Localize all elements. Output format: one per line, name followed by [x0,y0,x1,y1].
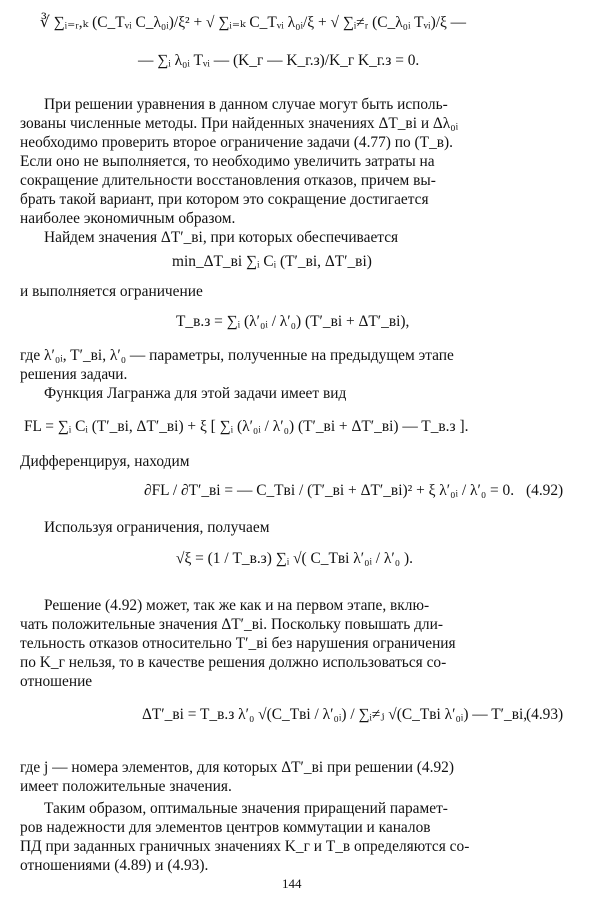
paragraph-line: где j — номера элементов, для которых ΔT′_вi при решении (4.92) [20,759,454,776]
paragraph-line: где λ′₀ᵢ, T′_вi, λ′₀ — параметры, полученные на предыдущем этапе [20,347,454,364]
formula-constraint: T_в.з = ∑ᵢ (λ′₀ᵢ / λ′₀) (T′_вi + ΔT′_вi), [176,313,410,330]
formula-top-line-1: ∛ ∑ᵢ₌ᵣ,ₖ (C_Tᵥᵢ C_λ₀ᵢ)/ξ² + √ ∑ᵢ₌ₖ C_Tᵥᵢ λ₀ᵢ/ξ + √ ∑ᵢ≠ᵣ (C_λ₀ᵢ Tᵥᵢ)/ξ — [40,14,467,31]
paragraph-line: Дифференцируя, находим [20,453,190,470]
paragraph-line: тельность отказов относительно T′_вi без нарушения ограничения [20,635,456,652]
paragraph-line: отношениями (4.89) и (4.93). [20,857,209,874]
paragraph-line: Используя ограничения, получаем [44,519,270,536]
formula-4-93: ΔT′_вi = T_в.з λ′₀ √(C_Tвi / λ′₀ᵢ) / ∑ᵢ≠ⱼ √(C_Tвi λ′₀ᵢ) — T′_вi, [142,706,528,723]
formula-lagrange: FL = ∑ᵢ Cᵢ (T′_вi, ΔT′_вi) + ξ [ ∑ᵢ (λ′₀ᵢ / λ′₀) (T′_вi + ΔT′_вi) — T_в.з ]. [24,418,469,435]
formula-min: min_ΔT_вi ∑ᵢ Cᵢ (T′_вi, ΔT′_вi) [172,253,372,270]
paragraph-line: ров надежности для элементов центров коммутации и каналов [20,819,431,836]
paragraph-line: Таким образом, оптимальные значения приращений парамет- [44,800,448,817]
paragraph-line: Решение (4.92) может, так же как и на первом этапе, вклю- [44,597,430,614]
paragraph-line: Если оно не выполняется, то необходимо увеличить затраты на [20,153,435,170]
formula-xi: √ξ = (1 / T_в.з) ∑ᵢ √( C_Tвi λ′₀ᵢ / λ′₀ ). [176,550,413,567]
paragraph-line: Найдем значения ΔT′_вi, при которых обеспечивается [44,229,399,246]
equation-number: (4.93) [526,706,564,723]
formula-4-92: ∂FL / ∂T′_вi = — C_Tвi / (T′_вi + ΔT′_вi)² + ξ λ′₀ᵢ / λ′₀ = 0. [144,482,515,499]
paragraph-line: имеет положительные значения. [20,778,232,795]
paragraph-line: отношение [20,673,93,690]
paragraph-line: и выполняется ограничение [20,283,203,300]
paragraph-line: При решении уравнения в данном случае могут быть исполь- [44,96,448,113]
paragraph-line: наиболее экономичным образом. [20,210,236,227]
paragraph-line: Функция Лагранжа для этой задачи имеет вид [44,385,347,402]
paragraph-line: ПД при заданных граничных значениях K_г и T_в определяются со- [20,838,470,855]
paragraph-line: по K_г нельзя, то в качестве решения должно использоваться со- [20,654,447,671]
paragraph-line: сокращение длительности восстановления отказов, причем вы- [20,172,436,189]
equation-number: (4.92) [526,482,564,499]
paragraph-line: зованы численные методы. При найденных значениях ΔT_вi и Δλ₀ᵢ [20,115,459,132]
page-number: 144 [282,876,302,891]
paragraph-line: решения задачи. [20,366,128,383]
paragraph-line: чать положительные значения ΔT′_вi. Поскольку повышать дли- [20,616,443,633]
paragraph-line: брать такой вариант, при котором это сокращение достигается [20,191,429,208]
formula-top-line-2: — ∑ᵢ λ₀ᵢ Tᵥᵢ — (K_г — K_г.з)/K_г K_г.з = 0. [138,52,420,69]
paragraph-line: необходимо проверить второе ограничение задачи (4.77) по (T_в). [20,134,454,151]
